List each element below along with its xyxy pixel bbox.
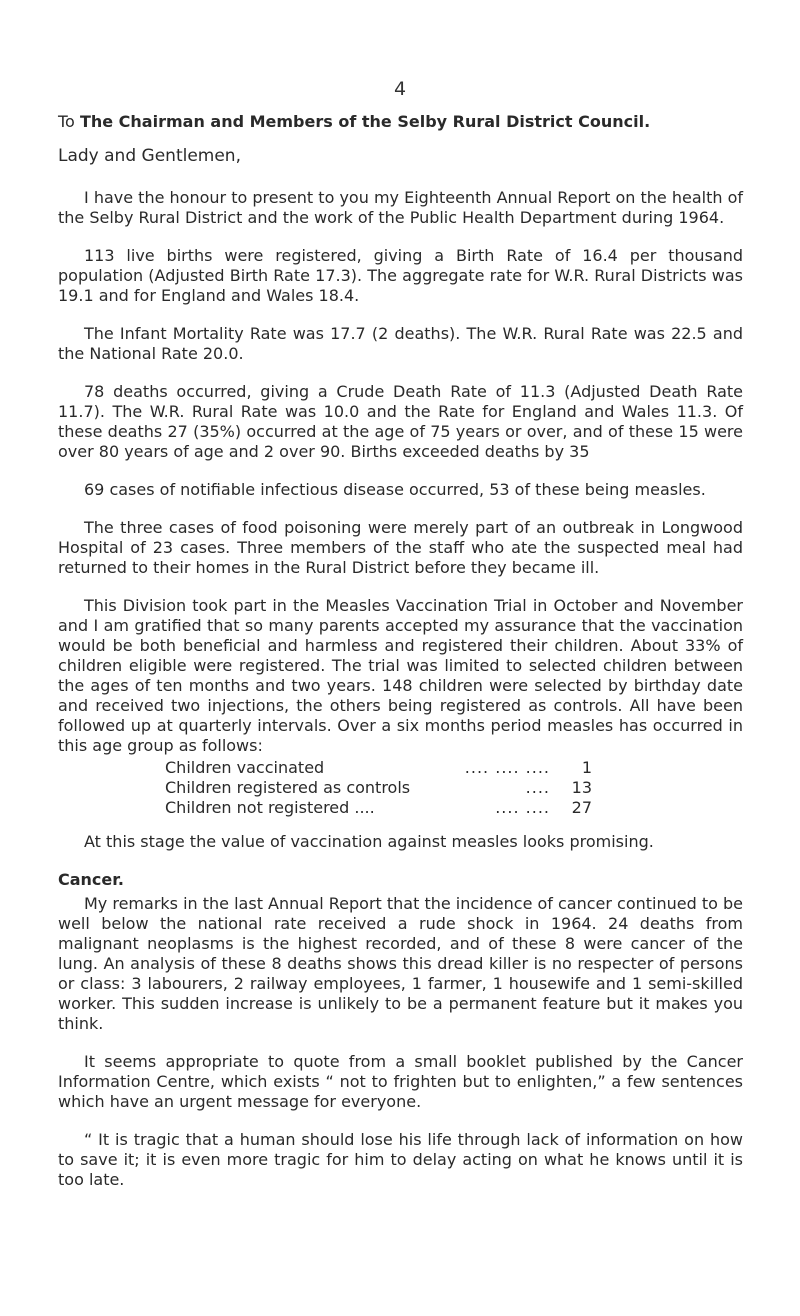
row-label: Children vaccinated: [165, 758, 325, 777]
paragraph-food-poisoning: The three cases of food poisoning were merely part of an outbreak in Longwood Hospital of 23 cases. Three members of the staff who ate the suspected meal had returned to their homes in the Rural District before they became ill.: [58, 518, 743, 577]
row-value: 27: [571, 798, 592, 817]
row-leader: ....: [525, 778, 550, 797]
paragraph-deaths: 78 deaths occurred, giving a Crude Death Rate of 11.3 (Adjusted Death Rate 11.7). The W.R. Rural Rate was 10.0 and the Rate for England and Wales 11.3. Of these deaths 27 (35%) occurred at the age of 75 years or over, and of these 15 were over 80 years of age and 2 over 90. Births exceeded deaths by 35: [58, 382, 743, 461]
table-row: [165, 798, 665, 818]
paragraph-cancer-quote: “ It is tragic that a human should lose his life through lack of information on how to save it; it is even more tragic for him to delay acting on what he knows until it is too late.: [58, 1130, 743, 1189]
paragraph-cancer-remarks: My remarks in the last Annual Report that the incidence of cancer continued to be well below the national rate received a rude shock in 1964. 24 deaths from malignant neoplasms is the highest recorded, and of these 8 were cancer of the lung. An analysis of these 8 deaths shows this dread killer is no respecter of persons or class: 3 labourers, 2 railway employees, 1 farmer, 1 housewife and 1 semi-skilled worker. This sudden increase is unlikely to be a permanent feature but it makes you think.: [58, 894, 744, 1033]
addressee-council: The Chairman and Members of the Selby Rural District Council.: [79, 112, 651, 131]
page-number: 4: [393, 78, 407, 100]
paragraph-births: 113 live births were registered, giving a Birth Rate of 16.4 per thousand population (Adjusted Birth Rate 17.3). The aggregate rate for W.R. Rural Districts was 19.1 and for England and Wales 18.4.: [58, 246, 743, 305]
row-leader: .... .... ....: [464, 758, 550, 777]
paragraph-cancer-booklet: It seems appropriate to quote from a small booklet published by the Cancer Information Centre, which exists “ not to frighten but to enlighten,” a few sentences which have an urgent message for everyone.: [58, 1052, 743, 1111]
row-value: 13: [571, 778, 592, 797]
row-label: Children registered as controls: [165, 778, 411, 797]
section-heading-cancer: Cancer.: [58, 870, 124, 889]
table-row: [165, 758, 665, 778]
table-row: [165, 778, 665, 798]
addressee-prefix: To: [58, 112, 80, 131]
paragraph-infectious-disease: 69 cases of notifiable infectious disease occurred, 53 of these being measles.: [84, 480, 706, 499]
measles-table: [165, 758, 665, 818]
salutation: Lady and Gentlemen,: [58, 146, 241, 166]
paragraph-intro: I have the honour to present to you my Eighteenth Annual Report on the health of the Selby Rural District and the work of the Public Health Department during 1964.: [58, 188, 743, 227]
paragraph-vaccination-conclusion: At this stage the value of vaccination against measles looks promising.: [84, 832, 654, 851]
addressee-line: [58, 110, 758, 134]
row-value: 1: [581, 758, 592, 777]
paragraph-infant-mortality: The Infant Mortality Rate was 17.7 (2 deaths). The W.R. Rural Rate was 22.5 and the National Rate 20.0.: [58, 324, 743, 363]
report-body: [58, 188, 743, 1208]
row-label: Children not registered ....: [165, 798, 375, 817]
row-leader: .... ....: [495, 798, 550, 817]
paragraph-measles-trial: This Division took part in the Measles Vaccination Trial in October and November and I am gratified that so many parents accepted my assurance that the vaccination would be both beneficial and harmless and registered their children. About 33% of children eligible were registered. The trial was limited to selected children between the ages of ten months and two years. 148 children were selected by birthday date and received two injections, the others being registered as controls. All have been followed up at quarterly intervals. Over a six months period measles has occurred in this age group as follows:: [58, 596, 743, 755]
